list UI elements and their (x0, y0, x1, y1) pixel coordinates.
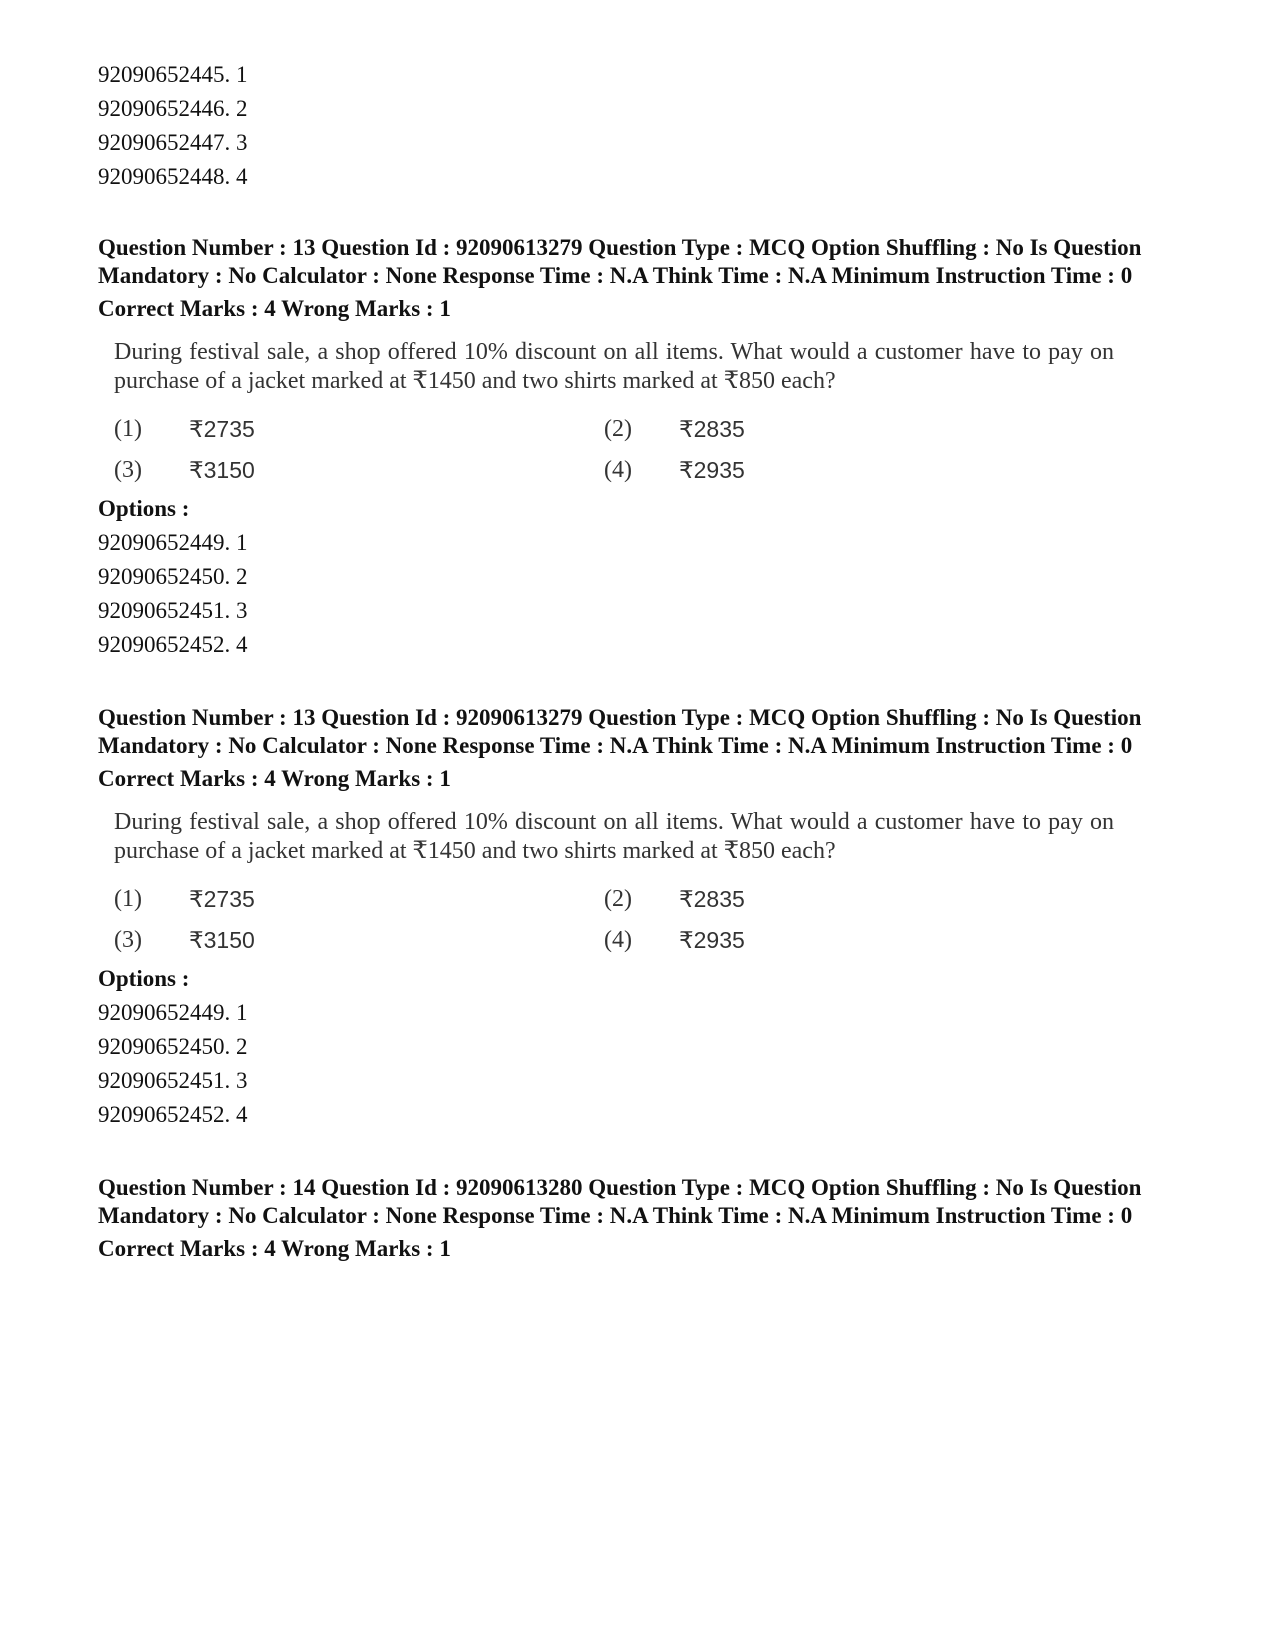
option-line: 92090652445. 1 (98, 62, 248, 87)
question-marks: Correct Marks : 4 Wrong Marks : 1 (98, 296, 451, 321)
document-page (98, 58, 1178, 1266)
option-line: 92090652449. 1 (98, 1000, 248, 1025)
option-line: 92090652446. 2 (98, 96, 248, 121)
question-marks: Correct Marks : 4 Wrong Marks : 1 (98, 1236, 451, 1261)
answer-choice (114, 884, 604, 915)
top-option-list (98, 58, 1178, 194)
choice-value: ₹2935 (679, 927, 745, 953)
question-block (98, 1174, 1178, 1266)
option-line: 92090652451. 3 (98, 598, 248, 623)
choice-value: ₹2735 (189, 886, 255, 912)
question-block (98, 234, 1178, 662)
option-list (98, 996, 1178, 1132)
choice-value: ₹3150 (189, 457, 255, 483)
question-header: Question Number : 13 Question Id : 92090613279 Question Type : MCQ Option Shuffling : No Is Question Mandatory : No Calculator : None Response Time : N.A Think Time : N.A Minimum Instruction Time : 0 (98, 705, 1142, 758)
answer-choice (114, 455, 604, 486)
option-line: 92090652452. 4 (98, 1102, 248, 1127)
answer-choice (604, 884, 1004, 915)
question-header: Question Number : 13 Question Id : 92090613279 Question Type : MCQ Option Shuffling : No Is Question Mandatory : No Calculator : None Response Time : N.A Think Time : N.A Minimum Instruction Time : 0 (98, 235, 1142, 288)
answer-choice (604, 455, 1004, 486)
question-header: Question Number : 14 Question Id : 92090613280 Question Type : MCQ Option Shuffling : No Is Question Mandatory : No Calculator : None Response Time : N.A Think Time : N.A Minimum Instruction Time : 0 (98, 1175, 1142, 1228)
option-list (98, 526, 1178, 662)
choice-number: (3) (114, 457, 142, 483)
choice-number: (3) (114, 927, 142, 953)
option-line: 92090652452. 4 (98, 632, 248, 657)
option-line: 92090652450. 2 (98, 1034, 248, 1059)
choice-value: ₹2835 (679, 886, 745, 912)
question-block (98, 704, 1178, 1132)
question-stem: During festival sale, a shop offered 10% discount on all items. What would a customer have to pay on purchase of a jacket marked at ₹1450 and two shirts marked at ₹850 each? (114, 339, 1114, 394)
choice-value: ₹3150 (189, 927, 255, 953)
choice-value: ₹2835 (679, 416, 745, 442)
question-stem: During festival sale, a shop offered 10% discount on all items. What would a customer have to pay on purchase of a jacket marked at ₹1450 and two shirts marked at ₹850 each? (114, 809, 1114, 864)
choice-number: (4) (604, 927, 632, 953)
answer-choices (114, 884, 1114, 956)
choice-number: (4) (604, 457, 632, 483)
option-line: 92090652448. 4 (98, 164, 248, 189)
choice-number: (2) (604, 886, 632, 912)
option-line: 92090652451. 3 (98, 1068, 248, 1093)
answer-choice (604, 925, 1004, 956)
choice-number: (1) (114, 416, 142, 442)
choice-value: ₹2735 (189, 416, 255, 442)
options-label: Options : (98, 496, 190, 521)
options-label: Options : (98, 966, 190, 991)
choice-value: ₹2935 (679, 457, 745, 483)
option-line: 92090652449. 1 (98, 530, 248, 555)
answer-choice (114, 414, 604, 445)
choice-number: (1) (114, 886, 142, 912)
answer-choice (604, 414, 1004, 445)
answer-choices (114, 414, 1114, 486)
answer-choice (114, 925, 604, 956)
choice-number: (2) (604, 416, 632, 442)
option-line: 92090652447. 3 (98, 130, 248, 155)
option-line: 92090652450. 2 (98, 564, 248, 589)
question-marks: Correct Marks : 4 Wrong Marks : 1 (98, 766, 451, 791)
